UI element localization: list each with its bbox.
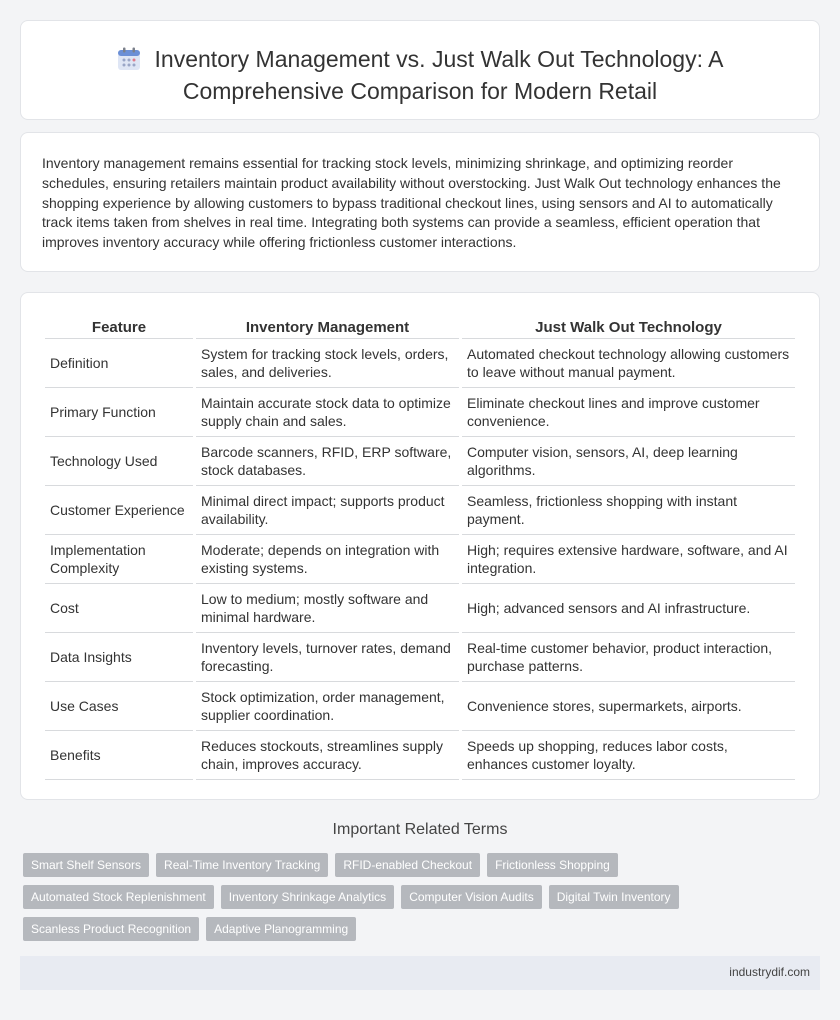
title-card	[20, 20, 820, 120]
feature-cell: Cost	[45, 584, 193, 633]
inventory-cell: Stock optimization, order management, supplier coordination.	[196, 682, 459, 731]
inventory-cell: Reduces stockouts, streamlines supply chain, improves accuracy.	[196, 731, 459, 780]
inventory-cell: Low to medium; mostly software and minimal hardware.	[196, 584, 459, 633]
table-row	[45, 682, 795, 731]
table-row	[45, 388, 795, 437]
related-term-tag[interactable]: Frictionless Shopping	[487, 853, 618, 877]
walk-out-cell: High; requires extensive hardware, software, and AI integration.	[462, 535, 795, 584]
feature-cell: Technology Used	[45, 437, 193, 486]
table-row	[45, 339, 795, 388]
feature-cell: Use Cases	[45, 682, 193, 731]
title-line-2: Comprehensive Comparison for Modern Retail	[182, 78, 658, 104]
related-term-tag[interactable]: Inventory Shrinkage Analytics	[221, 885, 394, 909]
walk-out-cell: High; advanced sensors and AI infrastructure.	[462, 584, 795, 633]
table-row	[45, 437, 795, 486]
header-just-walk-out: Just Walk Out Technology	[462, 315, 795, 339]
table-row	[45, 731, 795, 780]
related-term-tag[interactable]: Computer Vision Audits	[401, 885, 542, 909]
inventory-cell: Inventory levels, turnover rates, demand forecasting.	[196, 633, 459, 682]
walk-out-cell: Convenience stores, supermarkets, airports.	[462, 682, 795, 731]
table-row	[45, 486, 795, 535]
calendar-icon	[117, 47, 141, 77]
intro-paragraph: Inventory management remains essential for tracking stock levels, minimizing shrinkage, and optimizing reorder schedules, ensuring retailers maintain product availability without overstocking. Just Walk Out technology enhances the shopping experience by allowing customers to bypass traditional checkout lines, using sensors and AI to automatically track items taken from shelves in real time. Integrating both systems can provide a seamless, efficient operation that improves inventory accuracy while offering frictionless customer interactions.	[42, 155, 781, 251]
walk-out-cell: Speeds up shopping, reduces labor costs, enhances customer loyalty.	[462, 731, 795, 780]
walk-out-cell: Eliminate checkout lines and improve customer convenience.	[462, 388, 795, 437]
inventory-cell: System for tracking stock levels, orders, sales, and deliveries.	[196, 339, 459, 388]
feature-cell: Implementation Complexity	[45, 535, 193, 584]
feature-cell: Definition	[45, 339, 193, 388]
related-terms-list	[23, 853, 813, 941]
walk-out-cell: Seamless, frictionless shopping with instant payment.	[462, 486, 795, 535]
header-inventory-management: Inventory Management	[196, 315, 459, 339]
related-term-tag[interactable]: Real-Time Inventory Tracking	[156, 853, 328, 877]
inventory-cell: Barcode scanners, RFID, ERP software, stock databases.	[196, 437, 459, 486]
feature-cell: Data Insights	[45, 633, 193, 682]
related-term-tag[interactable]: RFID-enabled Checkout	[335, 853, 480, 877]
header-feature: Feature	[45, 315, 193, 339]
walk-out-cell: Automated checkout technology allowing customers to leave without manual payment.	[462, 339, 795, 388]
related-term-tag[interactable]: Digital Twin Inventory	[549, 885, 679, 909]
related-term-tag[interactable]: Automated Stock Replenishment	[23, 885, 214, 909]
inventory-cell: Minimal direct impact; supports product availability.	[196, 486, 459, 535]
feature-cell: Primary Function	[45, 388, 193, 437]
inventory-cell: Maintain accurate stock data to optimize supply chain and sales.	[196, 388, 459, 437]
table-row	[45, 535, 795, 584]
related-term-tag[interactable]: Scanless Product Recognition	[23, 917, 199, 941]
title-line-1: Inventory Management vs. Just Walk Out Technology: A	[154, 46, 724, 72]
footer-bar	[20, 956, 820, 990]
inventory-cell: Moderate; depends on integration with existing systems.	[196, 535, 459, 584]
comparison-card	[20, 292, 820, 800]
table-row	[45, 633, 795, 682]
related-term-tag[interactable]: Adaptive Planogramming	[206, 917, 356, 941]
comparison-table	[42, 315, 798, 780]
page-title	[21, 45, 819, 105]
feature-cell: Customer Experience	[45, 486, 193, 535]
walk-out-cell: Real-time customer behavior, product interaction, purchase patterns.	[462, 633, 795, 682]
footer-site-link[interactable]: industrydif.com	[729, 965, 810, 979]
related-term-tag[interactable]: Smart Shelf Sensors	[23, 853, 149, 877]
feature-cell: Benefits	[45, 731, 193, 780]
intro-card	[20, 132, 820, 272]
related-terms-heading: Important Related Terms	[332, 821, 508, 838]
walk-out-cell: Computer vision, sensors, AI, deep learning algorithms.	[462, 437, 795, 486]
table-header-row	[45, 315, 795, 339]
table-row	[45, 584, 795, 633]
